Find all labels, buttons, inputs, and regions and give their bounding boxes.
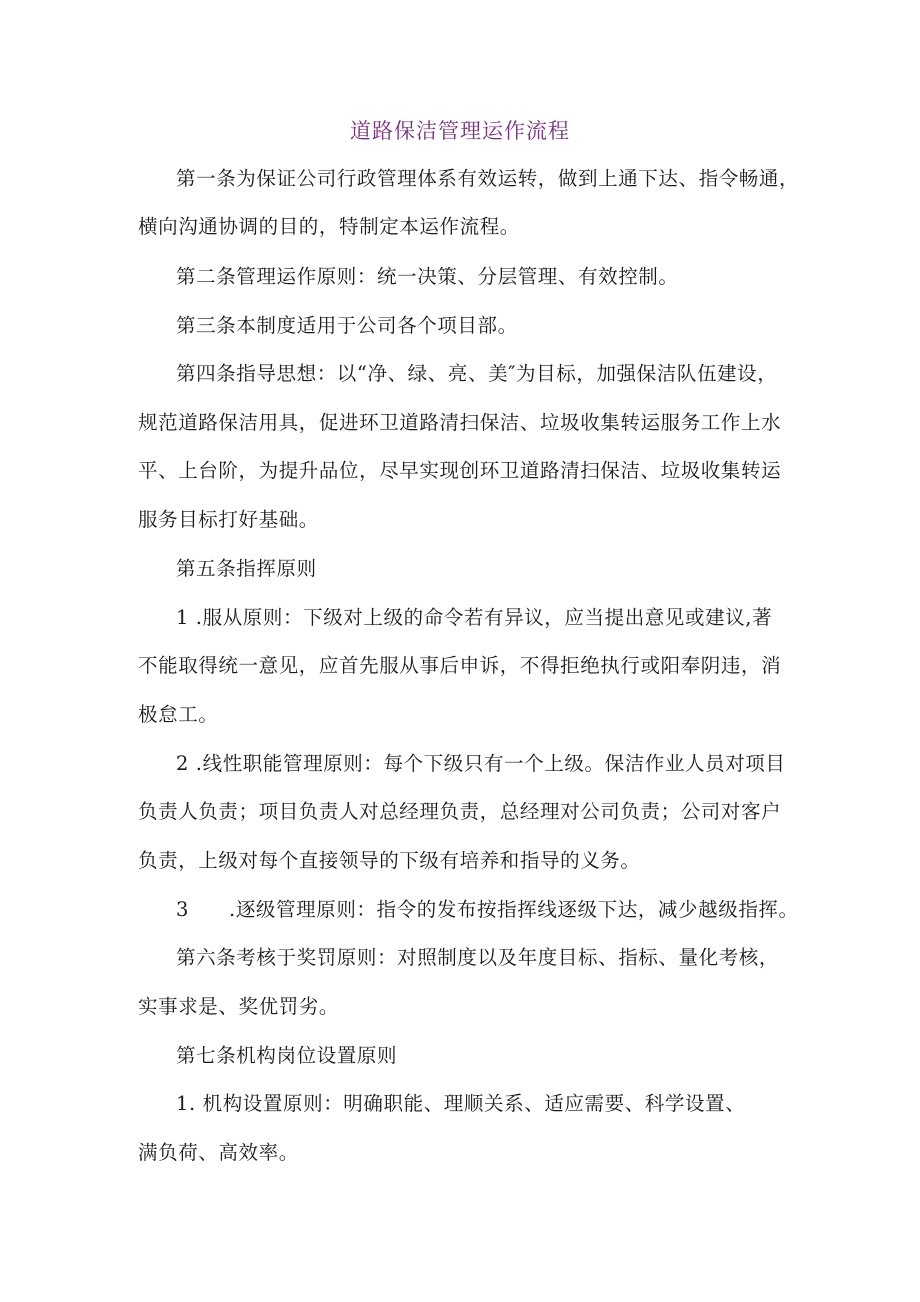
paragraph-line: 不能取得统一意见，应首先服从事后申诉，不得拒绝执行或阳奉阴违，消 [138,654,782,677]
paragraph-line: 2 .线性职能管理原则：每个下级只有一个上级。保洁作业人员对项目 [176,752,786,775]
paragraph-line: 负责，上级对每个直接领导的下级有培养和指导的义务。 [138,849,641,872]
paragraph-line: 实事求是、奖优罚劣。 [138,995,340,1018]
paragraph-line: 横向沟通协调的目的，特制定本运作流程。 [138,215,520,238]
paragraph-line: 第一条为保证公司行政管理体系有效运转，做到上通下达、指令畅通， [176,167,800,190]
paragraph-line: 服务目标打好基础。 [138,508,319,531]
paragraph-line: 规范道路保洁用具，促进环卫道路清扫保洁、垃圾收集转运服务工作上水 [138,411,782,434]
paragraph-line: 平、上台阶，为提升品位，尽早实现创环卫道路清扫保洁、垃圾收集转运 [138,459,782,482]
paragraph-line: 1. 机构设置原则：明确职能、理顺关系、适应需要、科学设置、 [176,1092,746,1115]
list-number: 3 [176,898,190,921]
paragraph-line: 极怠工。 [138,703,219,726]
paragraph-line: 第五条指挥原则 [176,557,317,580]
paragraph-line: 第七条机构岗位设置原则 [176,1044,398,1067]
paragraph-line: 1 .服从原则：下级对上级的命令若有异议，应当提出意见或建议,著 [176,606,773,629]
paragraph-line [176,895,799,925]
paragraph-line: 第二条管理运作原则：统一决策、分层管理、有效控制。 [176,265,679,288]
document-title: 道路保洁管理运作流程 [350,119,570,143]
paragraph-line: 负责人负责；项目负责人对总经理负责，总经理对公司负责；公司对客户 [138,800,782,823]
paragraph-line: 第三条本制度适用于公司各个项目部。 [176,314,518,337]
paragraph-line: 第六条考核于奖罚原则：对照制度以及年度目标、指标、量化考核， [176,946,780,969]
list-text: .逐级管理原则：指令的发布按指挥线逐级下达，减少越级指挥。 [229,898,799,921]
paragraph-line: 满负荷、高效率。 [138,1141,299,1164]
paragraph-line: 第四条指导思想：以“净、绿、亮、美″为目标，加强保洁队伍建设， [176,362,778,385]
